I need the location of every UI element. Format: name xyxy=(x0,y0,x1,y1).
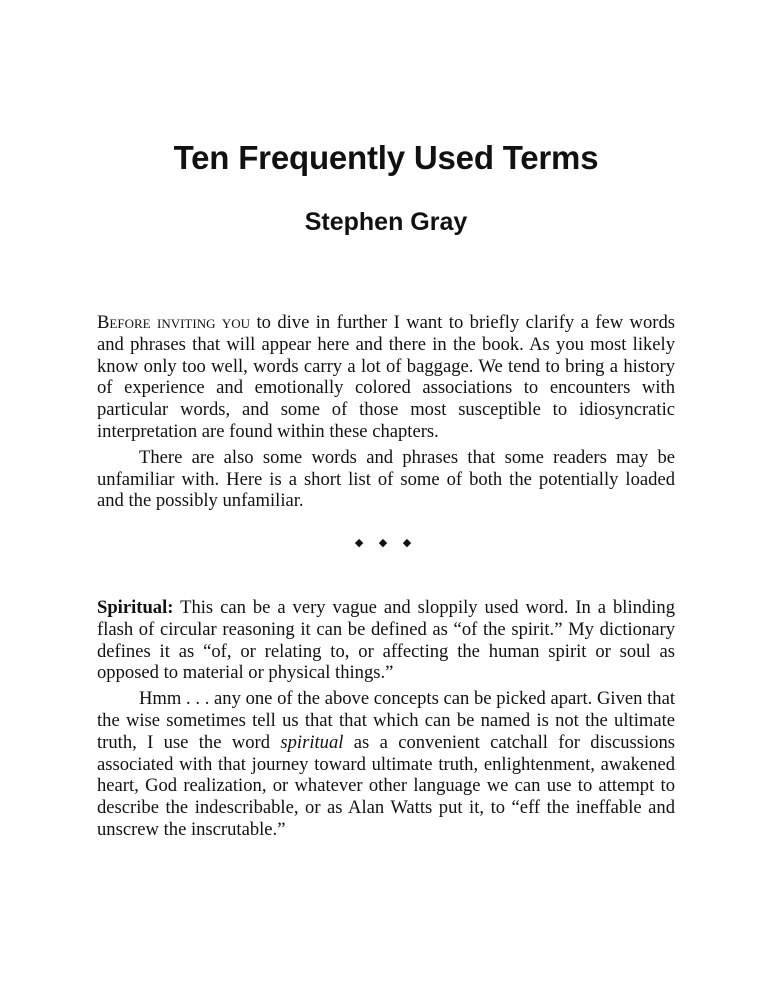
term-heading: Spiritual: xyxy=(97,597,174,618)
spiritual-paragraph-1 xyxy=(97,597,675,684)
spiritual-paragraph-2-before: Hmm . . . any one of the above concepts can be picked apart. Given that the wise sometimes tell us that that which can be named is not the ultimate truth, I use the word xyxy=(97,688,675,753)
spiritual-section xyxy=(97,597,675,841)
intro-lead-in: Before inviting you xyxy=(97,312,251,333)
intro-section xyxy=(97,312,675,512)
intro-paragraph-2: There are also some words and phrases that some readers may be unfamiliar with. Here is a short list of some of both the potentially loaded and the possibly unfamiliar. xyxy=(97,446,675,512)
spiritual-definition-text: This can be a very vague and sloppily used word. In a blinding flash of circular reasoning it can be defined as “of the spirit.” My dictionary defines it as “of, or relating to, or affecting the human spirit or soul as opposed to material or physical things.” xyxy=(97,597,675,684)
author-name: Stephen Gray xyxy=(304,208,468,236)
spiritual-paragraph-2-after: as a convenient catchall for discussions associated with that journey toward ultimate truth, enlightenment, awakened heart, God realization, or whatever other language we can use to attempt to describe the indescribable, or as Alan Watts put it, to “eff the ineffable and unscrew the inscrutable.” xyxy=(97,731,675,840)
intro-paragraph-1 xyxy=(97,312,675,443)
spiritual-paragraph-2 xyxy=(97,688,675,841)
intro-paragraph-1-text: to dive in further I want to briefly clarify a few words and phrases that will appear here and there in the book. As you most likely know only too well, words carry a lot of baggage. We tend to bring a history of experience and emotionally colored associations to encounters with particular words, and some of those most susceptible to idiosyncratic interpretation are found within these chapters. xyxy=(97,312,675,442)
section-separator: ◆ ◆ ◆ xyxy=(354,536,418,549)
chapter-title: Ten Frequently Used Terms xyxy=(173,139,599,176)
spiritual-emphasis: spiritual xyxy=(280,731,344,753)
